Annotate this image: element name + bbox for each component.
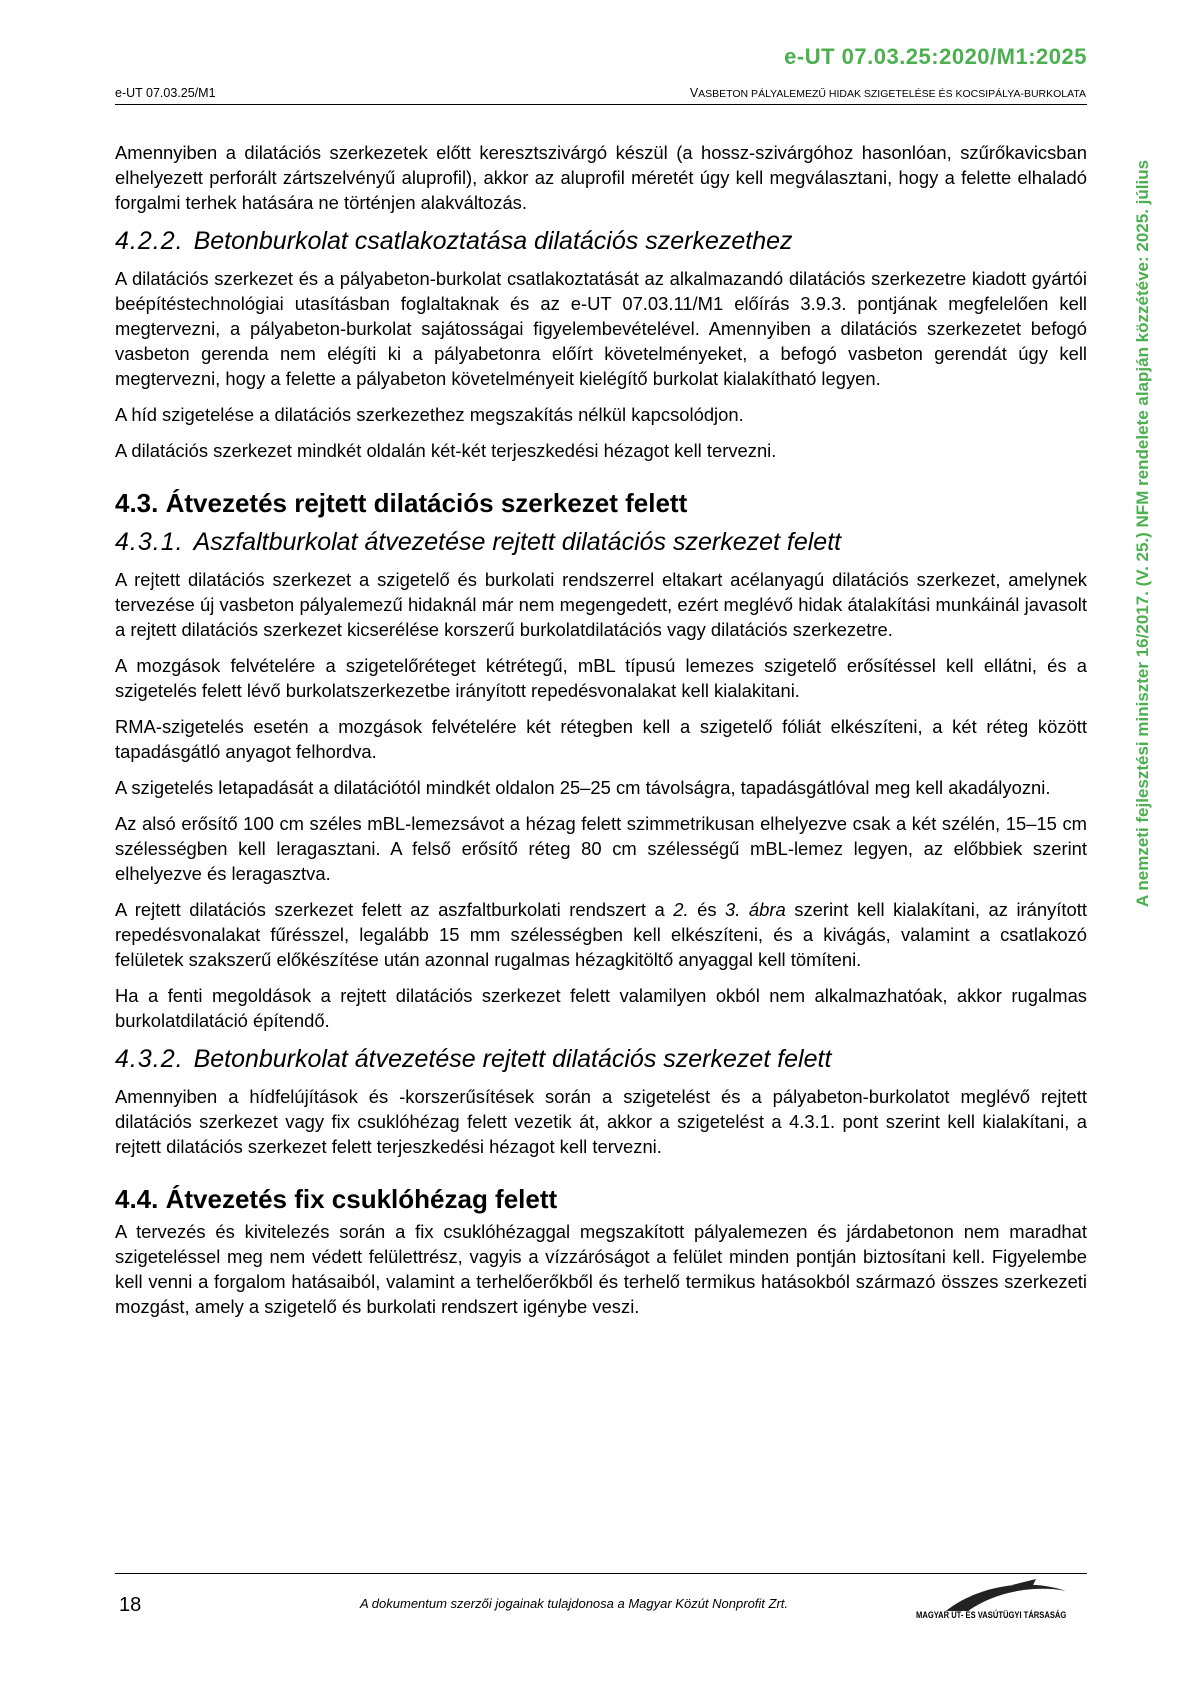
paragraph: A rejtett dilatációs szerkezet a szigetelő és burkolati rendszerrel eltakart acélanyagú dilatációs szerkezet, amelynek tervezése új vasbeton pályalemezű hidaknál már nem megengedett, ezért meglévő hidak átalakítási munkáinál javasolt a rejtett dilatációs szerkezet kicserélése korszerű burkolatdilatációs vagy dilatációs szerkezetre. <box>115 569 1087 640</box>
figure-reference: 2. <box>673 899 689 920</box>
paragraph: A szigetelés letapadását a dilatációtól mindkét oldalon 25–25 cm távolságra, tapadásgátlóval meg kell akadályozni. <box>115 777 1051 798</box>
paragraph: A tervezés és kivitelezés során a fix csuklóhézaggal megszakított pályalemezen és járdabetonon nem maradhat szigeteléssel meg nem védett felülettrész, vagyis a vízzáróságot a felület minden pontján biztosítani kell. Figyelembe kell venni a forgalom hatásaiból, valamint a terhelőerőkből és terhelő termikus hatásokból származó összes szerkezeti mozgást, amely a szigetelő és burkolati rendszert igénybe veszi. <box>115 1221 1087 1317</box>
heading-title: Betonburkolat csatlakoztatása dilatációs szerkezethez <box>193 227 793 255</box>
heading-number: 4.3.2. <box>115 1045 184 1073</box>
logo-swoosh-icon <box>916 1577 1088 1613</box>
header-title-initial: V <box>689 86 699 100</box>
header-title <box>690 86 1086 100</box>
header-title-rest: ASBETON PÁLYALEMEZŰ HIDAK SZIGETELÉSE ÉS KOCSIPÁLYA-BURKOLATA <box>698 88 1086 100</box>
page-body <box>115 140 1087 1330</box>
paragraph: Az alsó erősítő 100 cm széles mBL-lemezsávot a hézag felett szimmetrikusan elhelyezve csak a két szélén, 15–15 cm szélességben kell leragasztani. A felső erősítő réteg 80 cm szélességű mBL-lemez legyen, az előbbiek szerint elhelyezve és leragasztva. <box>115 813 1087 884</box>
heading-4-4: 4.4. Átvezetés fix csuklóhézag felett <box>115 1184 558 1214</box>
paragraph-with-figure-refs <box>115 897 1087 972</box>
heading-title: Aszfaltburkolat átvezetése rejtett dilatációs szerkezet felett <box>193 528 842 556</box>
paragraph: A mozgások felvételére a szigetelőréteget kétrétegű, mBL típusú lemezes szigetelő erősítéssel kell ellátni, és a szigetelés felett lévő burkolatszerkezetbe irányított repedésvonalakat kell kialakitani. <box>115 655 1087 701</box>
heading-4-3-1 <box>115 527 1087 557</box>
heading-4-3: 4.3. Átvezetés rejtett dilatációs szerkezet felett <box>115 488 688 518</box>
organization-logo <box>916 1577 1088 1625</box>
paragraph: Amennyiben a hídfelújítások és -korszerűsítések során a szigetelést és a pályabeton-burkolatot meglévő rejtett dilatációs szerkezet vagy fix csuklóhézag felett vezetik át, akkor a szigetelést a 4.3.1. pont szerint kell kialakítani, a rejtett dilatációs szerkezet felett terjeszkedési hézagot kell tervezni. <box>115 1086 1087 1157</box>
header-left-code: e-UT 07.03.25/M1 <box>115 86 216 100</box>
figure-reference: 3. ábra <box>725 899 786 920</box>
header-rule <box>115 104 1087 105</box>
document-code: e-UT 07.03.25:2020/M1:2025 <box>784 44 1087 69</box>
footer-rule <box>115 1573 1087 1574</box>
heading-4-3-2 <box>115 1044 1087 1074</box>
heading-number: 4.2.2. <box>115 227 184 255</box>
paragraph: A dilatációs szerkezet mindkét oldalán két-két terjeszkedési hézagot kell tervezni. <box>115 440 777 461</box>
paragraph: A dilatációs szerkezet és a pályabeton-burkolat csatlakoztatását az alkalmazandó dilatációs szerkezetre kiadott gyártói beépítéstechnológiai utasításban foglaltaknak és az e-UT 07.03.11/M1 előírás 3.9.3. pontjának megfelelően kell megtervezni, a pályabeton-burkolat sajátosságai figyelembevételével. Amennyiben a dilatációs szerkezetet befogó vasbeton gerenda nem elégíti ki a pályabetonra előírt követelményeket, a befogó vasbeton gerendát úgy kell megtervezni, hogy a felette a pályabeton követelményeit kielégítő burkolat kialakítható legyen. <box>115 268 1087 389</box>
heading-title: Betonburkolat átvezetése rejtett dilatációs szerkezet felett <box>193 1045 832 1073</box>
side-publication-note: A nemzeti fejlesztési miniszter 16/2017. (V. 25.) NFM rendelete alapján közzétéve: 2025. július <box>1133 160 1152 908</box>
paragraph: RMA-szigetelés esetén a mozgások felvételére két rétegben kell a szigetelő fóliát elkészíteni, a két réteg között tapadásgátló anyagot felhordva. <box>115 716 1087 762</box>
text-run: és <box>688 899 726 920</box>
copyright-notice: A dokumentum szerzői jogainak tulajdonosa a Magyar Közút Nonprofit Zrt. <box>360 1596 789 1611</box>
heading-4-2-2 <box>115 226 1087 256</box>
text-run: szerint kell kialakítani, az irányított repedésvonalakat fűrésszel, legalább 15 mm szélességben kell elkészíteni, és a kivágás, valamint a csatlakozó felületek szakszerű előkészítése után azonnal rugalmas hézagkitöltő anyaggal kell tömíteni. <box>115 899 1087 970</box>
paragraph-intro: Amennyiben a dilatációs szerkezetek előtt keresztszivárgó készül (a hossz-szivárgóhoz hasonlóan, szűrőkavicsban elhelyezett perforált zártszelvényű aluprofil), akkor az aluprofil méretét úgy kell megválasztani, hogy a felette elhaladó forgalmi terhek hatására ne történjen alakváltozás. <box>115 142 1087 213</box>
paragraph: A híd szigetelése a dilatációs szerkezethez megszakítás nélkül kapcsolódjon. <box>115 404 744 425</box>
paragraph: Ha a fenti megoldások a rejtett dilatációs szerkezet felett valamilyen okból nem alkalmazhatóak, akkor rugalmas burkolatdilatáció építendő. <box>115 985 1087 1031</box>
text-run: A rejtett dilatációs szerkezet felett az aszfaltburkolati rendszert a <box>115 899 674 920</box>
heading-number: 4.3.1. <box>115 528 184 556</box>
logo-text: MAGYAR ÚT- ÉS VASÚTÜGYI TÁRSASÁG <box>916 1610 1067 1621</box>
page-number: 18 <box>119 1594 142 1616</box>
